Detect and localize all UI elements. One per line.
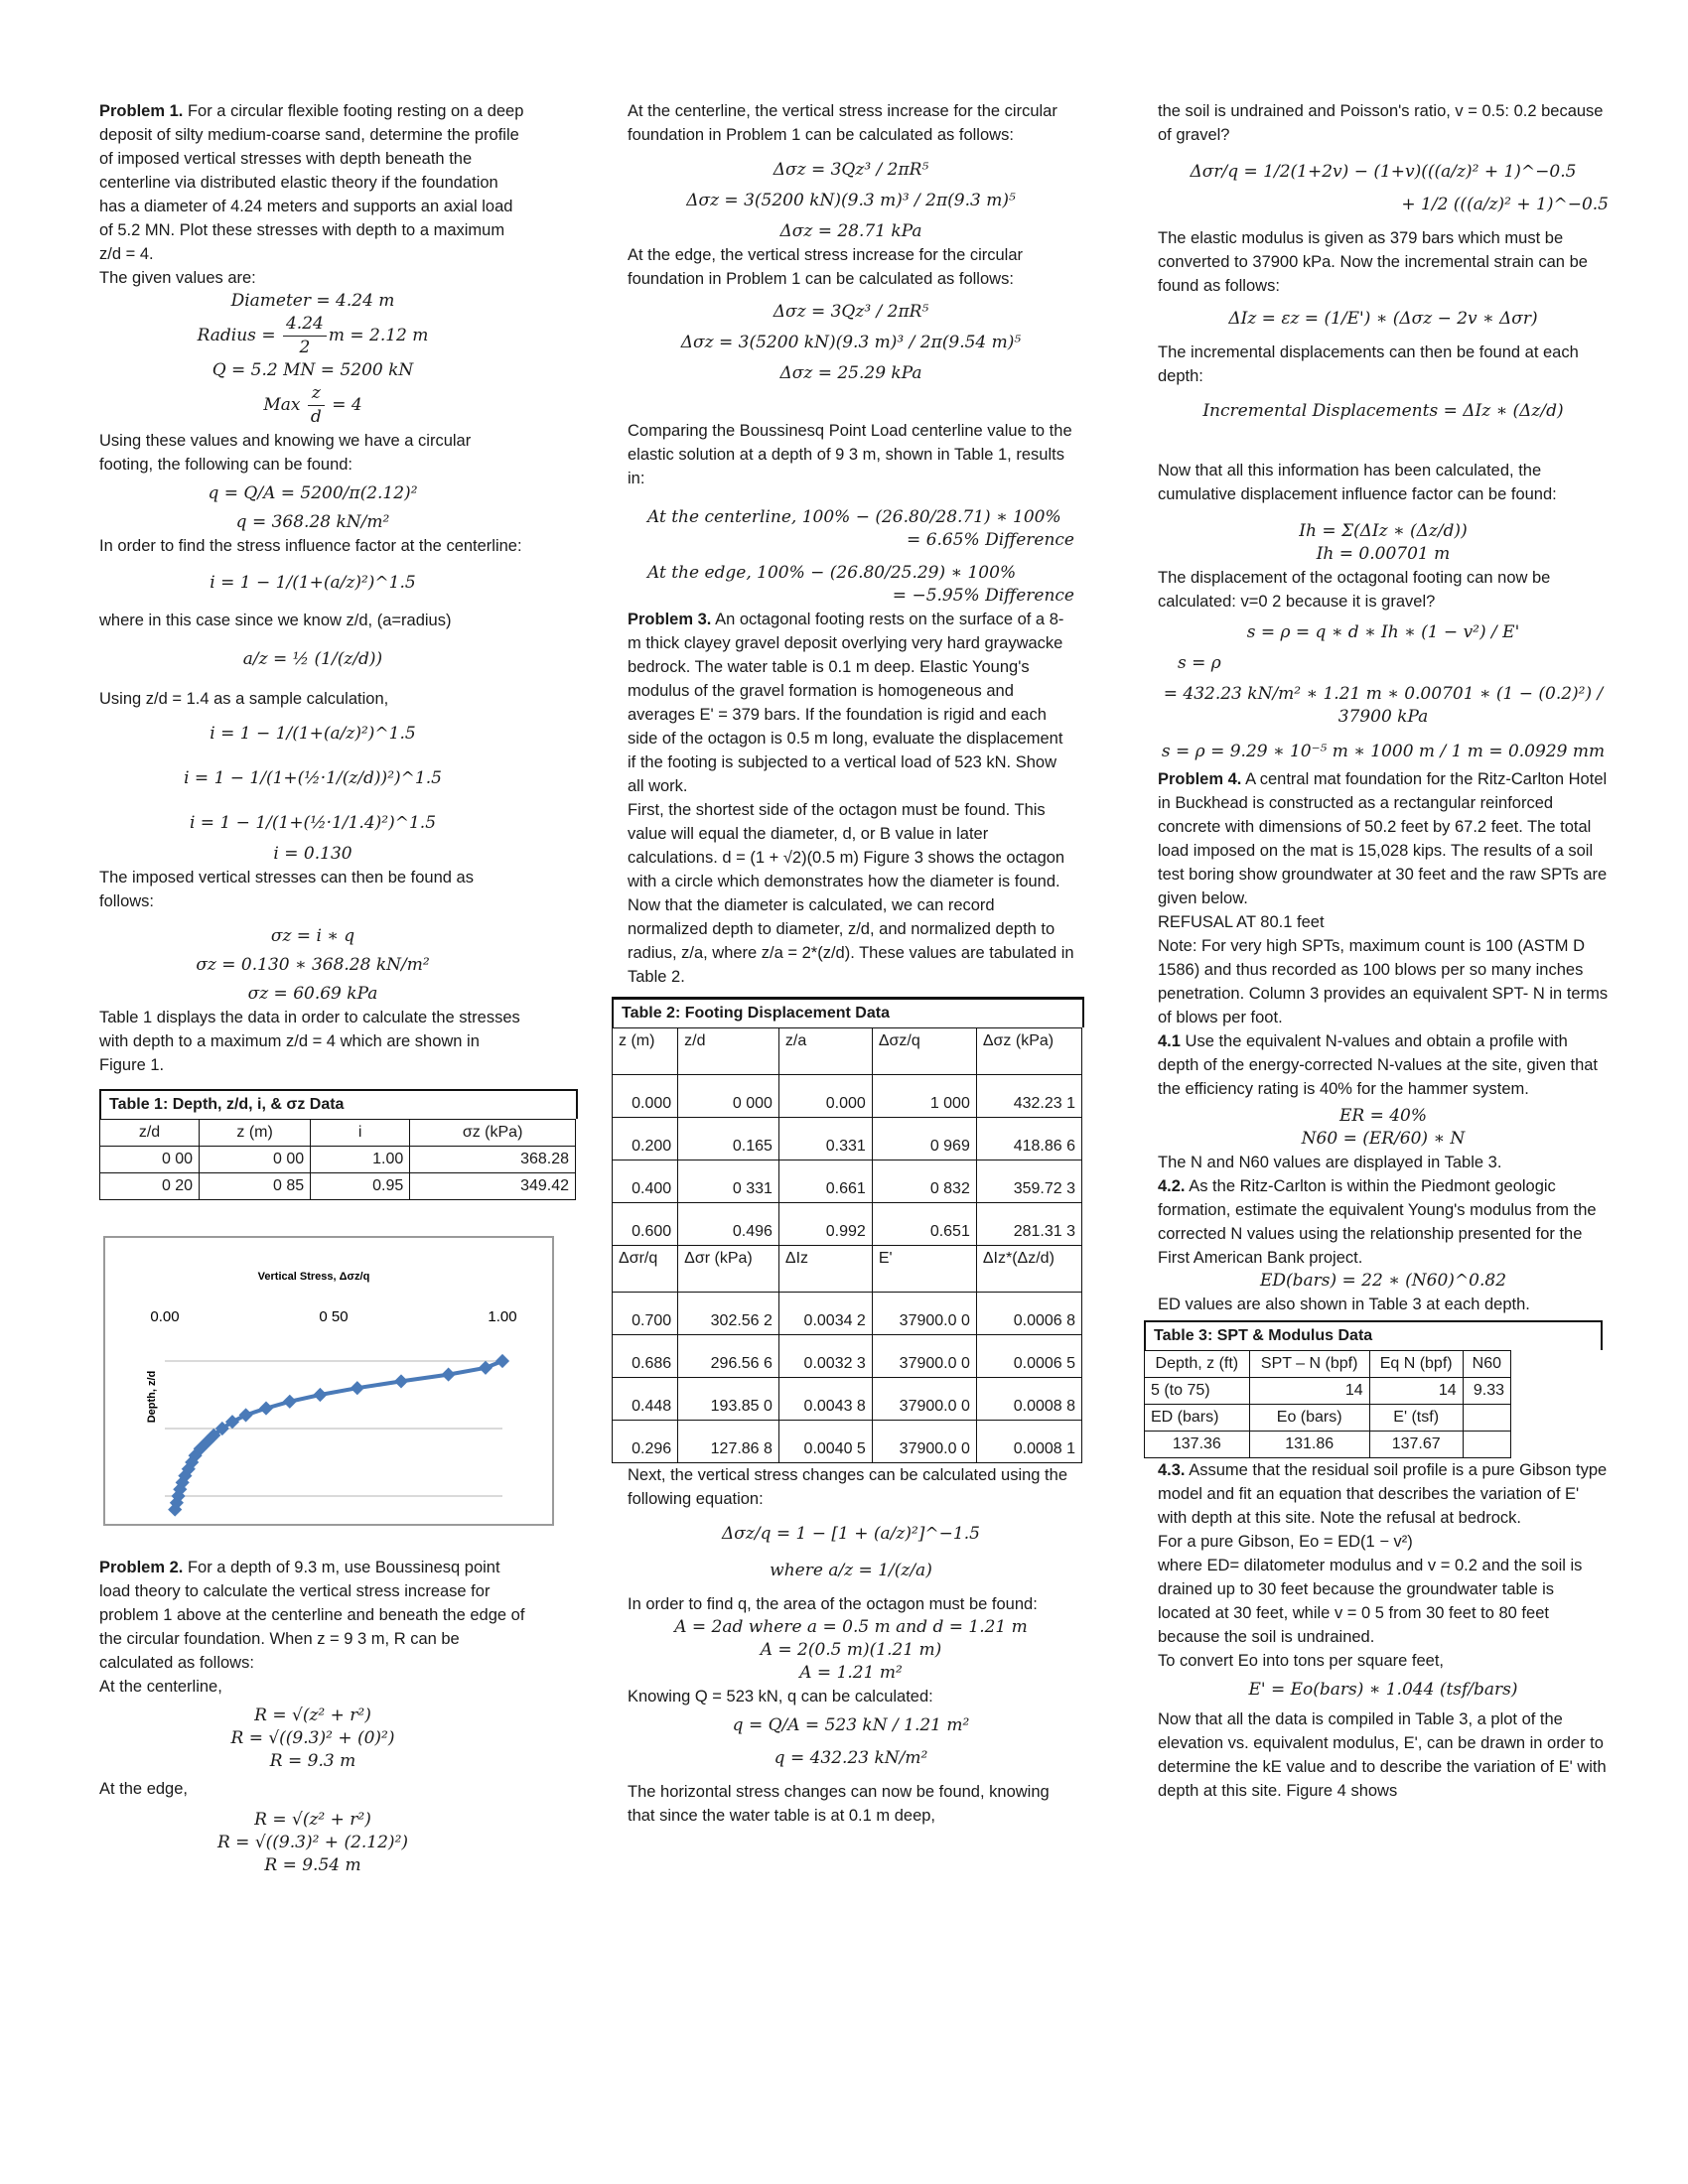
table1-intro: Table 1 displays the data in order to calculate the stresses with depth to a maximum z/d = 4 which are shown in Figure 1. (99, 1009, 520, 1074)
imposed-text: The imposed vertical stresses can then be found as follows: (99, 869, 474, 910)
eq-a3: A = 1.21 m² (799, 1663, 903, 1683)
where-text: where in this case since we know z/d, (a=radius) (99, 612, 452, 629)
eq-r1: R = √(z² + r²) (254, 1706, 371, 1725)
chart-data-point (313, 1388, 327, 1402)
problem-2-label: Problem 2. (99, 1559, 184, 1576)
chart-data-point (239, 1408, 253, 1422)
chart-data-point (479, 1361, 492, 1375)
eq-incremental: Incremental Displacements = ΔIz ∗ (Δz/d) (1202, 401, 1564, 421)
undrained-text: the soil is undrained and Poisson's ratio, v = 0.5: 0.2 because of gravel? (1158, 102, 1604, 144)
q41 (1158, 1029, 1609, 1101)
eq-r4: R = √(z² + r²) (254, 1810, 371, 1830)
eq-c3: Δσz = 28.71 kPa (779, 221, 922, 241)
table-row: 0.686 296.56 6 0.0032 3 37900.0 0 0.0006 5 (613, 1335, 1082, 1378)
displacement-text: The displacement of the octagonal footing can now be calculated: v=0 2 because it is gravel? (1158, 569, 1551, 611)
at-centerline-text: At the centerline, (99, 1678, 222, 1696)
eq-sigma3: σz = 60.69 kPa (247, 984, 378, 1004)
eq-convert: E' = Eo(bars) ∗ 1.044 (tsf/bars) (1248, 1680, 1518, 1700)
problem-1-text: For a circular flexible footing resting on a deep deposit of silty medium-coarse sand, determine the profile of imposed vertical stresses with depth beneath the centerline via distributed elastic theory if the foundation has a diameter of 4.24 meters and supports an axial load of 5.2 MN. Plot these stresses with depth to a maximum z/d = 4. (99, 102, 524, 263)
eq-cmp3: At the edge, 100% − (26.80/25.29) ∗ 100% (647, 563, 1017, 583)
eq-r3: R = 9.3 m (269, 1751, 356, 1771)
eq-e2: Δσz = 3(5200 kN)(9.3 m)³ / 2π(9.54 m)⁵ (680, 333, 1022, 352)
eq-ed: ED(bars) = 22 ∗ (N60)^0.82 (1259, 1271, 1507, 1291)
eq-settle4: s = ρ = 9.29 ∗ 10⁻⁵ m ∗ 1000 m / 1 m = 0.0929 mm (1161, 742, 1606, 761)
eq-r5: R = √((9.3)² + (2.12)²) (216, 1833, 409, 1852)
eq-i2: i = 1 − 1/(1+(a/z)²)^1.5 (210, 724, 416, 744)
eq-diameter: Diameter = 4.24 m (230, 291, 395, 311)
table-row: 0.200 0.165 0.331 0 969 418.86 6 (613, 1118, 1082, 1160)
gibson-text: For a pure Gibson, Eo = ED(1 − v²) (1158, 1533, 1413, 1551)
eq-load: Q = 5.2 MN = 5200 kN (211, 360, 414, 380)
problem-1-label: Problem 1. (99, 102, 184, 120)
next-text: Next, the vertical stress changes can be calculated using the following equation: (628, 1466, 1067, 1508)
chart-y-label: Depth, z/d (146, 1370, 158, 1424)
eq-strain: ΔIz = εz = (1/E') ∗ (Δσz − 2v ∗ Δσr) (1228, 309, 1538, 329)
q43-label: 4.3. (1158, 1461, 1186, 1479)
chart-data-point (442, 1368, 456, 1382)
table-row: 0 00 0 00 1.00 368.28 (100, 1147, 576, 1173)
given-text: The given values are: (99, 269, 256, 287)
knowing-text: Knowing Q = 523 kN, q can be calculated: (628, 1688, 933, 1706)
table-row: 0.600 0.496 0.992 0.651 281.31 3 (613, 1203, 1082, 1246)
table-row: 0.448 193.85 0 0.0043 8 37900.0 0 0.0008 8 (613, 1378, 1082, 1421)
table-row: 0.400 0 331 0.661 0 832 359.72 3 (613, 1160, 1082, 1203)
elastic-text: The elastic modulus is given as 379 bars which must be converted to 37900 kPa. Now the incremental strain can be found as follows: (1158, 229, 1588, 295)
table2-caption: Table 2: Footing Displacement Data (612, 997, 1084, 1027)
note-text: Note: For very high SPTs, maximum count is 100 (ASTM D 1586) and thus recorded as 100 blows per so many inches penetration. Column 3 provides an equivalent SPT- N in terms of blows per foot. (1158, 937, 1609, 1026)
eq-a1: A = 2ad where a = 0.5 m and d = 1.21 m (674, 1617, 1028, 1637)
eq-q1: q = Q/A = 5200/π(2.12)² (208, 483, 418, 503)
table1-caption: Table 1: Depth, z/d, i, & σz Data (99, 1089, 578, 1119)
problem-2-text: For a depth of 9.3 m, use Boussinesq point load theory to calculate the vertical stress increase for problem 1 above at the centerline and beneath the edge of the circular foundation. When z = 9 3 m, R can be calculated as follows: (99, 1559, 525, 1672)
eq-settle3: = 432.23 kN/m² ∗ 1.21 m ∗ 0.00701 ∗ (1 − (0.2)²) / 37900 kPa (1163, 684, 1604, 727)
problem-3 (628, 608, 1074, 798)
q41-label: 4.1 (1158, 1032, 1181, 1050)
eq-settle1: s = ρ = q ∗ d ∗ Ih ∗ (1 − v²) / E' (1246, 622, 1520, 642)
eq-e1: Δσz = 3Qz³ / 2πR⁵ (773, 302, 929, 322)
eq-sigma1: σz = i ∗ q (270, 926, 355, 946)
table-row: 0.296 127.86 8 0.0040 5 37900.0 0 0.0008 1 (613, 1421, 1082, 1463)
problem-4 (1158, 767, 1609, 910)
problem-3-normalized: Now that the diameter is calculated, we can record normalized depth to diameter, z/d, and normalized depth to radius, z/a, where z/a = 2*(z/d). These values are tabulated in Table 2. (628, 896, 1074, 986)
table3 (1144, 1350, 1511, 1458)
table-row: 137.36 131.86 137.67 (1145, 1432, 1511, 1458)
refusal-text: REFUSAL AT 80.1 feet (1158, 913, 1325, 931)
eq-c1: Δσz = 3Qz³ / 2πR⁵ (773, 160, 929, 180)
eq-i3: i = 1 − 1/(1+(½·1/(z/d))²)^1.5 (184, 768, 442, 788)
influence-text: In order to find the stress influence factor at the centerline: (99, 537, 522, 555)
horizontal-text: The horizontal stress changes can now be found, knowing that since the water table is at 0.1 m deep, (628, 1783, 1050, 1825)
table1 (99, 1119, 576, 1200)
using-text: Using these values and knowing we have a circular footing, the following can be found: (99, 432, 472, 474)
eq-cmp2: = 6.65% Difference (907, 530, 1074, 550)
q43 (1158, 1458, 1609, 1530)
chart-x-tick-label: 1.00 (488, 1308, 517, 1325)
eq-k1: q = Q/A = 523 kN / 1.21 m² (732, 1715, 970, 1735)
chart-data-point (351, 1381, 364, 1395)
column-3 (1151, 99, 1609, 1803)
chart-data-point (394, 1374, 408, 1388)
problem-3-text: An octagonal footing rests on the surface of a 8-m thick clayey gravel deposit overlying very hard graywacke bedrock. The water table is 0.1 m deep. Elastic Young's modulus of the gravel formation is homogeneous and averages E' = 379 bars. If the foundation is rigid and each side of the octagon is 0.5 m long, evaluate the displacement if the footing is subjected to a vertical load of 523 kN. Show all work. (628, 611, 1064, 795)
problem-3-diameter: First, the shortest side of the octagon must be found. This value will equal the diameter, d, or B value in later calculations. d = (1 + √2)(0.5 m) Figure 3 shows the octagon with a circle which demonstrates how the diameter is found. (628, 801, 1065, 890)
eq-h2: + 1/2 (((a/z)² + 1)^−0.5 (1401, 195, 1609, 214)
eq-i4: i = 1 − 1/(1+(½·1/1.4)²)^1.5 (189, 813, 437, 833)
table2-header-row-2: Δσr/q Δσr (kPa) ΔIz E' ΔIz*(Δz/d) (613, 1246, 1082, 1293)
convert-text: To convert Eo into tons per square feet, (1158, 1652, 1445, 1670)
sample-text: Using z/d = 1.4 as a sample calculation, (99, 690, 389, 708)
q43-text: Assume that the residual soil profile is a pure Gibson type model and fit an equation that describes the variation of E' with depth at this site. Note the refusal at bedrock. (1158, 1461, 1608, 1527)
table2 (612, 1027, 1082, 1463)
eq-radius: Radius = $\frac{4.24}{2}$ m = 2.12 m (197, 314, 429, 357)
figure-1-chart (103, 1236, 554, 1526)
chart-title: Vertical Stress, Δσz/q (257, 1271, 370, 1283)
table3-header-row-2: ED (bars) Eo (bars) E' (tsf) (1145, 1405, 1511, 1432)
table-row: 0.700 302.56 2 0.0034 2 37900.0 0 0.0006 8 (613, 1293, 1082, 1335)
eq-influence: i = 1 − 1/(1+(a/z)²)^1.5 (210, 573, 416, 593)
eq-h1: Δσr/q = 1/2(1+2v) − (1+v)(((a/z)² + 1)^−0.5 (1190, 162, 1577, 182)
ed-values-text: ED values are also shown in Table 3 at each depth. (1158, 1296, 1530, 1313)
q42-label: 4.2. (1158, 1177, 1186, 1195)
problem-1 (99, 99, 526, 266)
at-edge-text: At the edge, (99, 1780, 188, 1798)
q42 (1158, 1174, 1609, 1270)
eq-cmp4: = −5.95% Difference (892, 586, 1074, 606)
eq-k2: q = 432.23 kN/m² (774, 1748, 928, 1768)
eq-sigma2: σz = 0.130 ∗ 368.28 kN/m² (196, 955, 430, 975)
edge-intro: At the edge, the vertical stress increase for the circular foundation in Problem 1 can be calculated as follows: (628, 246, 1024, 288)
problem-3-label: Problem 3. (628, 611, 712, 628)
centerline-intro: At the centerline, the vertical stress increase for the circular foundation in Problem 1 can be calculated as follows: (628, 102, 1057, 144)
eq-q2: q = 368.28 kN/m² (235, 512, 390, 532)
chart-data-point (283, 1395, 297, 1409)
eq-r2: R = √((9.3)² + (0)²) (230, 1728, 395, 1748)
eq-r6: R = 9.54 m (264, 1855, 361, 1875)
eq-a-over-z: a/z = ½ (1/(z/d)) (242, 649, 383, 669)
problem-4-text: A central mat foundation for the Ritz-Carlton Hotel in Buckhead is constructed as a rectangular reinforced concrete with dimensions of 50.2 feet by 67.2 feet. The total load imposed on the mat is 15,028 kips. The results of a soil test boring show groundwater at 30 feet and the raw SPTs are given below. (1158, 770, 1608, 907)
chart-series-line (175, 1361, 502, 1510)
eq-settle2: s = ρ (1178, 653, 1221, 673)
eq-n2: where a/z = 1/(z/a) (770, 1561, 932, 1580)
where-ed-text: where ED= dilatometer modulus and v = 0.2 and the soil is drained up to 30 feet because the groundwater table is located at 30 feet, while v = 0 5 from 30 feet to 80 feet because the soil is undrained. (1158, 1557, 1583, 1646)
column-2 (619, 99, 1075, 1828)
eq-ih1: Ih = Σ(ΔIz ∗ (Δz/d)) (1299, 521, 1468, 541)
table-row: 5 (to 75) 14 14 9.33 (1145, 1378, 1511, 1405)
compare-text: Comparing the Boussinesq Point Load centerline value to the elastic solution at a depth of 9 3 m, shown in Table 1, results in: (628, 422, 1072, 487)
q41-text: Use the equivalent N-values and obtain a profile with depth of the energy-corrected N-values at the site, given that the efficiency rating is 40% for the hammer system. (1158, 1032, 1599, 1098)
table2-header-row: z (m) z/d z/a Δσz/q Δσz (kPa) (613, 1028, 1082, 1075)
table-row: 0 20 0 85 0.95 349.42 (100, 1173, 576, 1200)
eq-cmp1: At the centerline, 100% − (26.80/28.71) ∗ 100% (647, 507, 1061, 527)
problem-4-label: Problem 4. (1158, 770, 1242, 788)
eq-er: ER = 40% (1338, 1106, 1428, 1126)
chart-x-tick-label: 0.00 (150, 1308, 180, 1325)
q42-text: As the Ritz-Carlton is within the Piedmont geologic formation, estimate the equivalent Young's modulus from the corrected N values using the relationship presented for the First American Bank project. (1158, 1177, 1597, 1267)
chart-svg (105, 1238, 552, 1524)
eq-n60: N60 = (ER/60) ∗ N (1301, 1129, 1466, 1149)
eq-n1: Δσz/q = 1 − [1 + (a/z)²]^−1.5 (722, 1524, 980, 1544)
table-row: 0.000 0 000 0.000 1 000 432.23 1 (613, 1075, 1082, 1118)
cumulative-text: Now that all this information has been calculated, the cumulative displacement influence factor can be found: (1158, 462, 1557, 503)
table1-header-row: z/d z (m) i σz (kPa) (100, 1120, 576, 1147)
eq-e3: Δσz = 25.29 kPa (779, 363, 922, 383)
area-text: In order to find q, the area of the octagon must be found: (628, 1595, 1038, 1613)
problem-2 (99, 1556, 526, 1675)
eq-c2: Δσz = 3(5200 kN)(9.3 m)³ / 2π(9.3 m)⁵ (686, 191, 1016, 210)
incremental-text: The incremental displacements can then be found at each depth: (1158, 343, 1579, 385)
eq-a2: A = 2(0.5 m)(1.21 m) (760, 1640, 942, 1660)
table3-header-row: Depth, z (ft) SPT – N (bpf) Eq N (bpf) N60 (1145, 1351, 1511, 1378)
chart-x-tick-label: 0 50 (319, 1308, 349, 1325)
final-text: Now that all the data is compiled in Table 3, a plot of the elevation vs. equivalent modulus, E', can be drawn in order to determine the kE value and to describe the variation of E' with depth at this site. Figure 4 shows (1158, 1710, 1607, 1800)
n-display-text: The N and N60 values are displayed in Table 3. (1158, 1154, 1502, 1171)
column-1 (99, 99, 569, 1877)
chart-data-point (259, 1402, 273, 1416)
table3-caption: Table 3: SPT & Modulus Data (1144, 1320, 1603, 1350)
eq-max: Max $\frac{z}{d}$ = 4 (263, 383, 362, 427)
eq-i5: i = 0.130 (273, 844, 352, 864)
chart-data-point (495, 1354, 509, 1368)
eq-ih2: Ih = 0.00701 m (1316, 544, 1451, 564)
